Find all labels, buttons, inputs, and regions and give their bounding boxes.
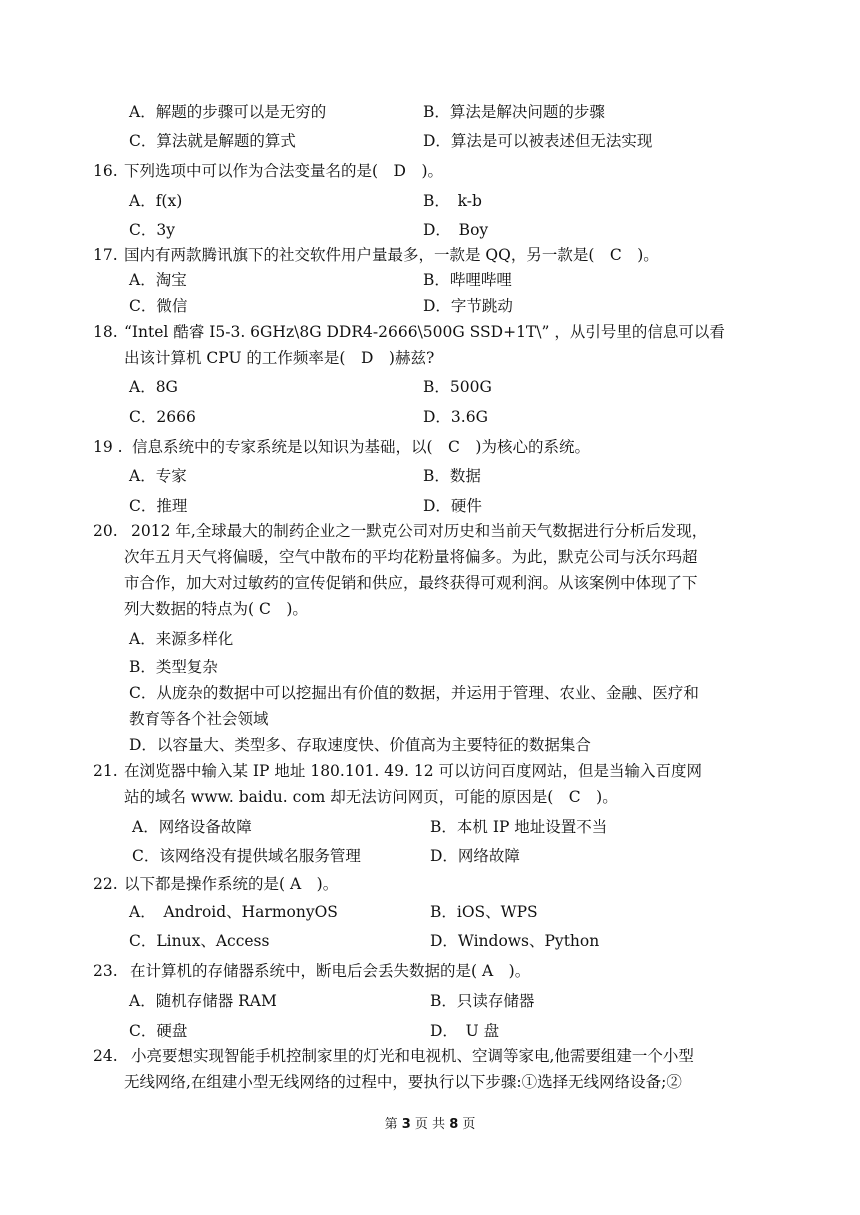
q17-number: 17. (93, 246, 118, 264)
q24-text-line-2: 无线网络,在组建小型无线网络的过程中，要执行以下步骤:①选择无线网络设备;② (124, 1073, 682, 1091)
q18-option-c: C．2666 (129, 408, 196, 426)
footer-prefix: 第 (384, 1117, 402, 1132)
footer-middle: 页 共 (410, 1117, 450, 1132)
footer-total-pages: 8 (449, 1117, 459, 1132)
q18-number: 18. (93, 323, 118, 341)
q20-option-c-line-2: 教育等各个社会领域 (129, 710, 269, 728)
q20-option-a: A．来源多样化 (129, 630, 234, 648)
q23-text: 在计算机的存储器系统中，断电后会丢失数据的是( A )。 (130, 962, 531, 980)
q15-option-d: D．算法是可以被表述但无法实现 (423, 132, 653, 150)
q16-option-a: A．f(x) (129, 192, 183, 210)
q22-option-b: B．iOS、WPS (430, 903, 538, 921)
q15-option-a: A．解题的步骤可以是无穷的 (129, 103, 327, 121)
q20-option-c-line-1: C．从庞杂的数据中可以挖掘出有价值的数据，并运用于管理、农业、金融、医疗和 (129, 684, 699, 702)
q18-option-a: A．8G (129, 378, 178, 396)
q16-option-b: B． k-b (423, 192, 482, 210)
q22-option-d: D．Windows、Python (430, 932, 600, 950)
q20-number: 20. (93, 522, 118, 540)
q17-option-d: D．字节跳动 (423, 297, 513, 315)
q18-text-line-2: 出该计算机 CPU 的工作频率是( D )赫兹? (124, 349, 435, 367)
q21-option-c: C．该网络没有提供域名服务管理 (132, 847, 361, 865)
q19-option-b: B．数据 (423, 467, 481, 485)
q21-text-line-1: 在浏览器中输入某 IP 地址 180.101. 49. 12 可以访问百度网站，但是当输入百度网 (124, 762, 703, 780)
q24-text-line-1: 小亮要想实现智能手机控制家里的灯光和电视机、空调等家电,他需要组建一个小型 (131, 1047, 694, 1065)
q20-text-line-2: 次年五月天气将偏暖，空气中散布的平均花粉量将偏多。为此，默克公司与沃尔玛超 (124, 548, 698, 566)
q15-option-b: B．算法是解决问题的步骤 (423, 103, 605, 121)
q16-number: 16. (93, 162, 118, 180)
q21-number: 21. (93, 762, 118, 780)
q19-number: 19 . (93, 438, 123, 456)
q17-option-b: B．哔哩哔哩 (423, 271, 512, 289)
q17-option-a: A．淘宝 (129, 271, 187, 289)
q17-text: 国内有两款腾讯旗下的社交软件用户量最多，一款是 QQ，另一款是( C )。 (124, 246, 659, 264)
q20-option-b: B．类型复杂 (129, 658, 218, 676)
q22-number: 22. (93, 875, 118, 893)
q17-option-c: C．微信 (129, 297, 188, 315)
q20-text-line-4: 列大数据的特点为( C )。 (124, 600, 308, 618)
q20-text-line-3: 市合作，加大对过敏药的宣传促销和供应，最终获得可观利润。从该案例中体现了下 (124, 574, 698, 592)
page-footer (0, 1116, 860, 1134)
q22-option-c: C．Linux、Access (129, 932, 270, 950)
q23-option-c: C．硬盘 (129, 1022, 188, 1040)
q19-text: 信息系统中的专家系统是以知识为基础，以( C )为核心的系统。 (132, 438, 590, 456)
q19-option-c: C．推理 (129, 497, 188, 515)
footer-page-number: 3 (401, 1117, 411, 1132)
q15-option-c: C．算法就是解题的算式 (129, 132, 296, 150)
q21-option-a: A．网络设备故障 (132, 818, 252, 836)
q19-option-d: D．硬件 (423, 497, 482, 515)
q21-option-d: D．网络故障 (430, 847, 520, 865)
footer-suffix: 页 (458, 1117, 476, 1132)
q23-option-d: D． U 盘 (430, 1022, 500, 1040)
q21-option-b: B．本机 IP 地址设置不当 (430, 818, 608, 836)
q20-text-line-1: 2012 年,全球最大的制药企业之一默克公司对历史和当前天气数据进行分析后发现， (131, 522, 708, 540)
q22-text: 以下都是操作系统的是( A )。 (124, 875, 339, 893)
q16-option-d: D． Boy (423, 221, 489, 239)
q23-option-b: B．只读存储器 (430, 992, 535, 1010)
q16-option-c: C．3y (129, 221, 175, 239)
q16-text: 下列选项中可以作为合法变量名的是( D )。 (124, 162, 444, 180)
q18-text-line-1: “Intel 酷睿 I5-3. 6GHz\8G DDR4-2666\500G SSD+1T\” ，从引号里的信息可以看 (124, 323, 725, 341)
q18-option-b: B．500G (423, 378, 492, 396)
q19-option-a: A．专家 (129, 467, 187, 485)
q23-option-a: A．随机存储器 RAM (129, 992, 277, 1010)
q22-option-a: A． Android、HarmonyOS (129, 903, 338, 921)
q21-text-line-2: 站的域名 www. baidu. com 却无法访问网页，可能的原因是( C )。 (124, 788, 618, 806)
q20-option-d: D．以容量大、类型多、存取速度快、价值高为主要特征的数据集合 (129, 736, 591, 754)
q18-option-d: D．3.6G (423, 408, 488, 426)
q23-number: 23. (93, 962, 118, 980)
q24-number: 24. (93, 1047, 118, 1065)
